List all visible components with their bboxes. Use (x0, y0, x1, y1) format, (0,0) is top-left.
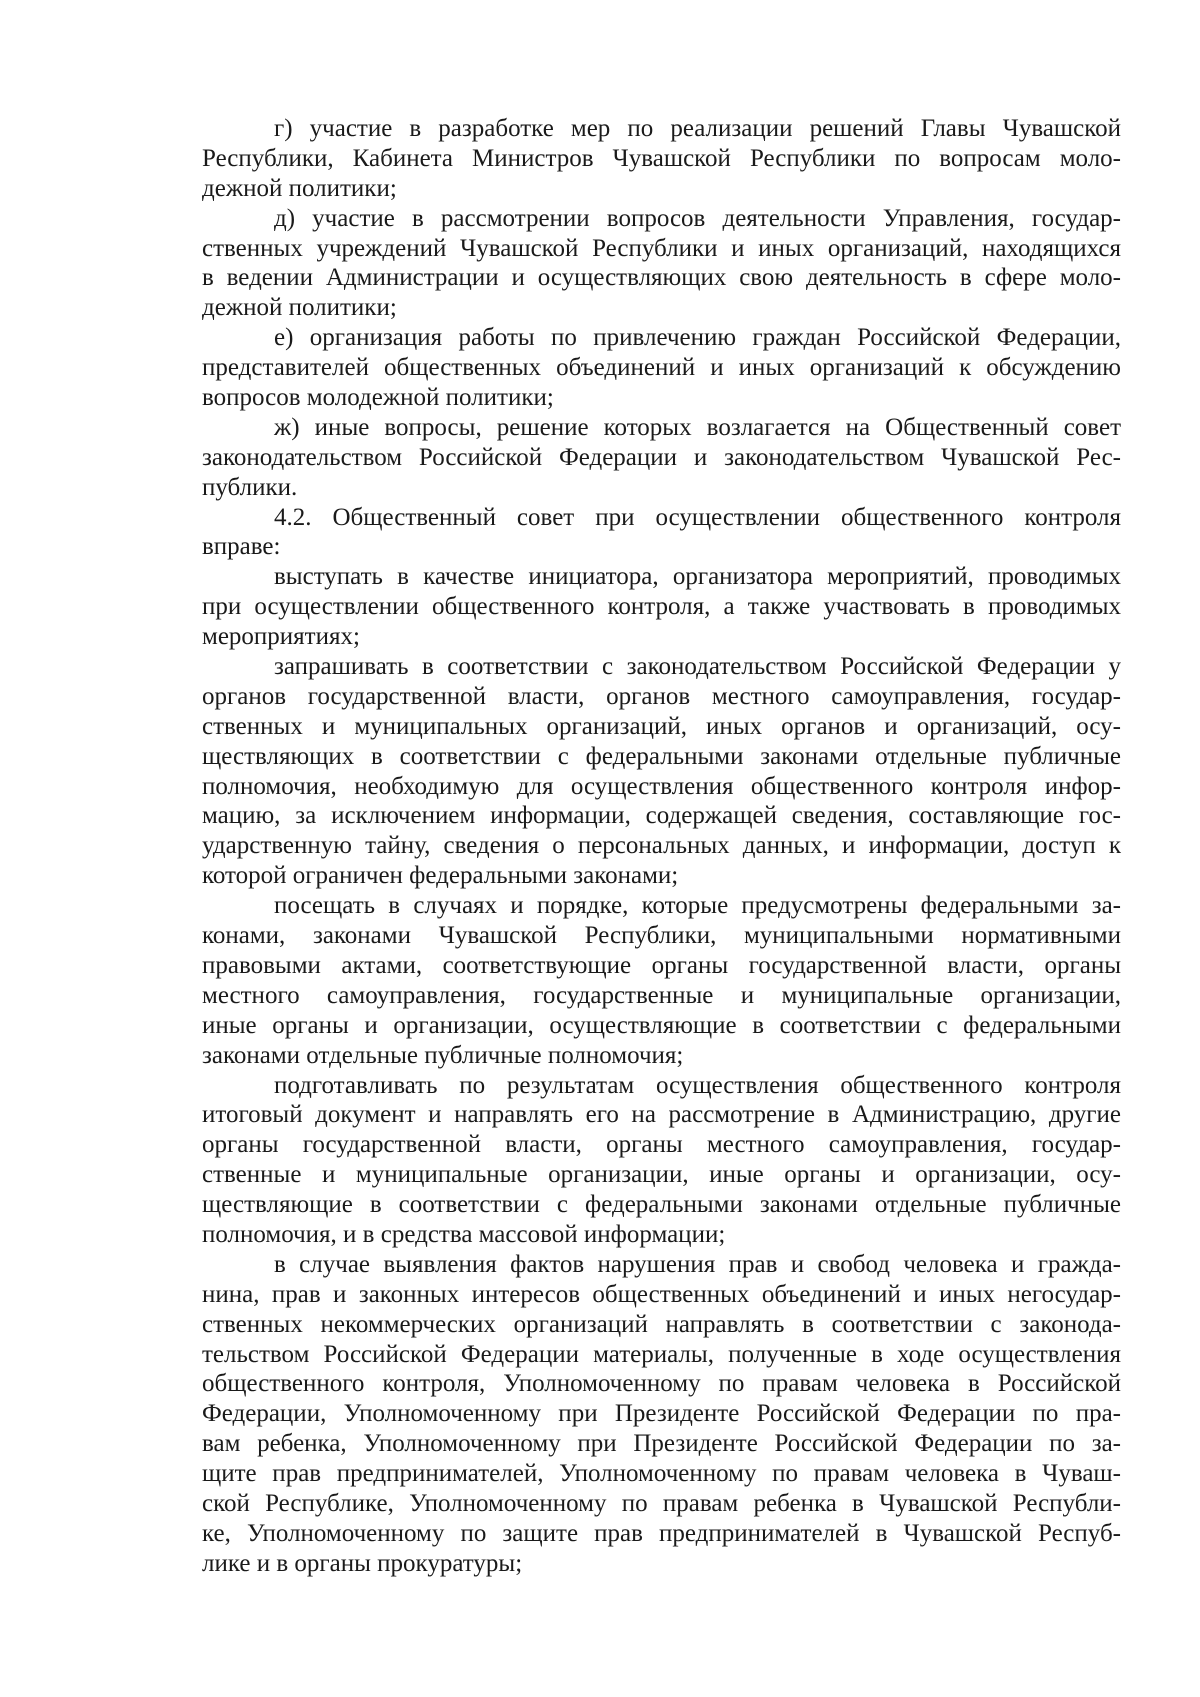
text-line: итоговый документ и направлять его на рассмотрение в Администрацию, другие (202, 1101, 1121, 1129)
text-line: ственные и муниципальные организации, иные органы и организации, осу- (202, 1161, 1121, 1189)
document-body (202, 114, 1121, 1579)
text-line: мацию, за исключением информации, содержащей сведения, составляющие гос- (202, 802, 1121, 830)
text-line: законами отдельные публичные полномочия; (202, 1041, 684, 1069)
text-line: подготавливать по результатам осуществления общественного контроля (274, 1071, 1121, 1099)
text-line: е) организация работы по привлечению граждан Российской Федерации, (274, 324, 1121, 352)
text-line: ской Республике, Уполномоченному по правам ребенка в Чувашской Республи- (202, 1489, 1121, 1517)
paragraph-e (202, 323, 1121, 413)
text-line: которой ограничен федеральными законами; (202, 862, 679, 890)
text-line: публики. (202, 473, 298, 501)
text-line: ударственную тайну, сведения о персональных данных, и информации, доступ к (202, 832, 1121, 860)
paragraph-d (202, 204, 1121, 324)
text-line: дежной политики; (202, 174, 397, 202)
text-line: мероприятиях; (202, 623, 360, 651)
text-line: ке, Уполномоченному по защите прав предпринимателей в Чувашской Респуб- (202, 1519, 1121, 1547)
text-line: д) участие в рассмотрении вопросов деятельности Управления, государ- (274, 204, 1121, 232)
text-line: вопросов молодежной политики; (202, 384, 554, 412)
text-line: иные органы и организации, осуществляющие в соответствии с федеральными (202, 1011, 1121, 1039)
text-line: ственных некоммерческих организаций направлять в соответствии с законода- (202, 1310, 1121, 1338)
paragraph-4-2 (202, 503, 1121, 563)
paragraph-violations (202, 1250, 1121, 1579)
text-line: посещать в случаях и порядке, которые предусмотрены федеральными за- (274, 892, 1121, 920)
text-line: конами, законами Чувашской Республики, муниципальными нормативными (202, 922, 1121, 950)
text-line: ж) иные вопросы, решение которых возлагается на Общественный совет (274, 413, 1121, 441)
text-line: общественного контроля, Уполномоченному по правам человека в Российской (202, 1370, 1121, 1398)
text-line: вправе: (202, 533, 281, 561)
text-line: представителей общественных объединений и иных организаций к обсуждению (202, 354, 1121, 382)
text-line: нина, прав и законных интересов общественных объединений и иных негосудар- (202, 1280, 1121, 1308)
paragraph-zh (202, 413, 1121, 503)
text-line: ственных и муниципальных организаций, иных органов и организаций, осу- (202, 712, 1121, 740)
text-line: вам ребенка, Уполномоченному при Президенте Российской Федерации по за- (202, 1430, 1121, 1458)
text-line: ственных учреждений Чувашской Республики и иных организаций, находящихся (202, 234, 1121, 262)
text-line: Республики, Кабинета Министров Чувашской Республики по вопросам моло- (202, 144, 1121, 172)
text-line: 4.2. Общественный совет при осуществлении общественного контроля (274, 503, 1121, 531)
text-line: ществляющие в соответствии с федеральными законами отдельные публичные (202, 1191, 1121, 1219)
text-line: запрашивать в соответствии с законодательством Российской Федерации у (274, 653, 1121, 681)
text-line: Федерации, Уполномоченному при Президенте Российской Федерации по пра- (202, 1400, 1121, 1428)
text-line: в ведении Администрации и осуществляющих свою деятельность в сфере моло- (202, 264, 1121, 292)
text-line: дежной политики; (202, 294, 397, 322)
text-line: в случае выявления фактов нарушения прав и свобод человека и гражда- (274, 1250, 1121, 1278)
text-line: г) участие в разработке мер по реализации решений Главы Чувашской (274, 115, 1121, 142)
text-line: при осуществлении общественного контроля, а также участвовать в проводимых (202, 593, 1121, 621)
paragraph-visit (202, 891, 1121, 1070)
text-line: щите прав предпринимателей, Уполномоченному по правам человека в Чуваш- (202, 1460, 1121, 1488)
text-line: правовыми актами, соответствующие органы государственной власти, органы (202, 951, 1121, 979)
text-line: местного самоуправления, государственные и муниципальные организации, (202, 981, 1121, 1009)
text-line: лике и в органы прокуратуры; (202, 1549, 523, 1577)
text-line: полномочия, и в средства массовой информации; (202, 1220, 726, 1248)
text-line: выступать в качестве инициатора, организатора мероприятий, проводимых (274, 563, 1121, 591)
text-line: тельством Российской Федерации материалы, полученные в ходе осуществления (202, 1340, 1121, 1368)
paragraph-request (202, 652, 1121, 891)
text-line: полномочия, необходимую для осуществления общественного контроля инфор- (202, 772, 1121, 800)
paragraph-prepare (202, 1071, 1121, 1250)
text-line: законодательством Российской Федерации и законодательством Чувашской Рес- (202, 443, 1121, 471)
text-line: органов государственной власти, органов местного самоуправления, государ- (202, 682, 1121, 710)
text-line: органы государственной власти, органы местного самоуправления, государ- (202, 1131, 1121, 1159)
paragraph-initiator (202, 562, 1121, 652)
paragraph-g (202, 114, 1121, 204)
text-line: ществляющих в соответствии с федеральными законами отдельные публичные (202, 742, 1121, 770)
